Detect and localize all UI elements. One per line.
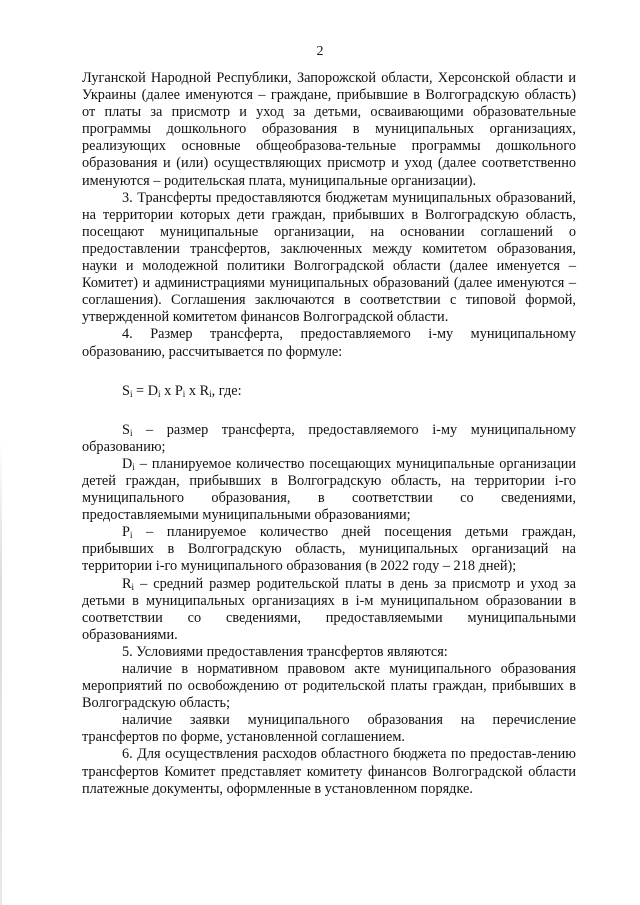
paragraph-3: 3. Трансферты предоставляются бюджетам муниципальных образований, на территории которых дети граждан, прибывших в Волгоградскую область, посещают муниципальные организации, на основании соглашений о предоставлении трансфертов, заключенных между комитетом образования, науки и молодежной политики Волгоградской области (далее именуется – Комитет) и администрациями муниципальных образований (далее именуются – соглашения). Соглашения заключаются в соответствии с типовой формой, утвержденной комитетом финансов Волгоградской области.	[82, 189, 576, 326]
definition-s: $S_i$ – размер трансферта, предоставляемого i-му муниципальному образованию;	[82, 421, 576, 455]
formula: $S_i = D_i$ x $P_i$ x $R_i$, где:	[122, 382, 242, 399]
definition-d: $D_i$ – планируемое количество посещающих муниципальные организации детей граждан, прибывших в Волгоградскую область, на территории i-го муниципального образования, в соответствии со сведениями, предоставляемыми муниципальными образованиями;	[82, 455, 576, 524]
condition-1: наличие в нормативном правовом акте муниципального образования мероприятий по освобождению от родительской платы граждан, прибывших в Волгоградскую область;	[82, 661, 576, 712]
paragraph-4: 4. Размер трансферта, предоставляемого i-му муниципальному образованию, рассчитывается по формуле:	[82, 326, 576, 360]
scan-edge-shadow	[0, 440, 2, 905]
paragraph-intro: Луганской Народной Республики, Запорожской области, Херсонской области и Украины (далее именуются – граждане, прибывшие в Волгоградскую область) от платы за присмотр и уход за детьми, осваивающими образовательные программы дошкольного образования в муниципальных организациях, реализующих основные общеобразова-тельные программы дошкольного образования и (или) осуществляющих присмотр и уход (далее соответственно именуются – родительская плата, муниципальные организации).	[82, 70, 576, 189]
page-number: 2	[316, 44, 324, 59]
definition-p: $P_i$ – планируемое количество дней посещения детьми граждан, прибывших в Волгоградскую область, муниципальных организаций на территории i-го муниципального образования (в 2022 году – 218 дней);	[82, 524, 576, 575]
condition-2: наличие заявки муниципального образования на перечисление трансфертов по форме, установленной соглашением.	[82, 712, 576, 746]
paragraph-5: 5. Условиями предоставления трансфертов являются:	[122, 643, 448, 660]
document-body	[82, 70, 576, 798]
paragraph-6: 6. Для осуществления расходов областного бюджета по предостав-лению трансфертов Комитет представляет комитету финансов Волгоградской области платежные документы, оформленные в установленном порядке.	[82, 746, 576, 797]
definition-r: $R_i$ – средний размер родительской платы в день за присмотр и уход за детьми в муниципальных организациях в i-м муниципальном образовании в соответствии со сведениями, предоставляемыми муниципальными образованиями.	[82, 575, 576, 643]
